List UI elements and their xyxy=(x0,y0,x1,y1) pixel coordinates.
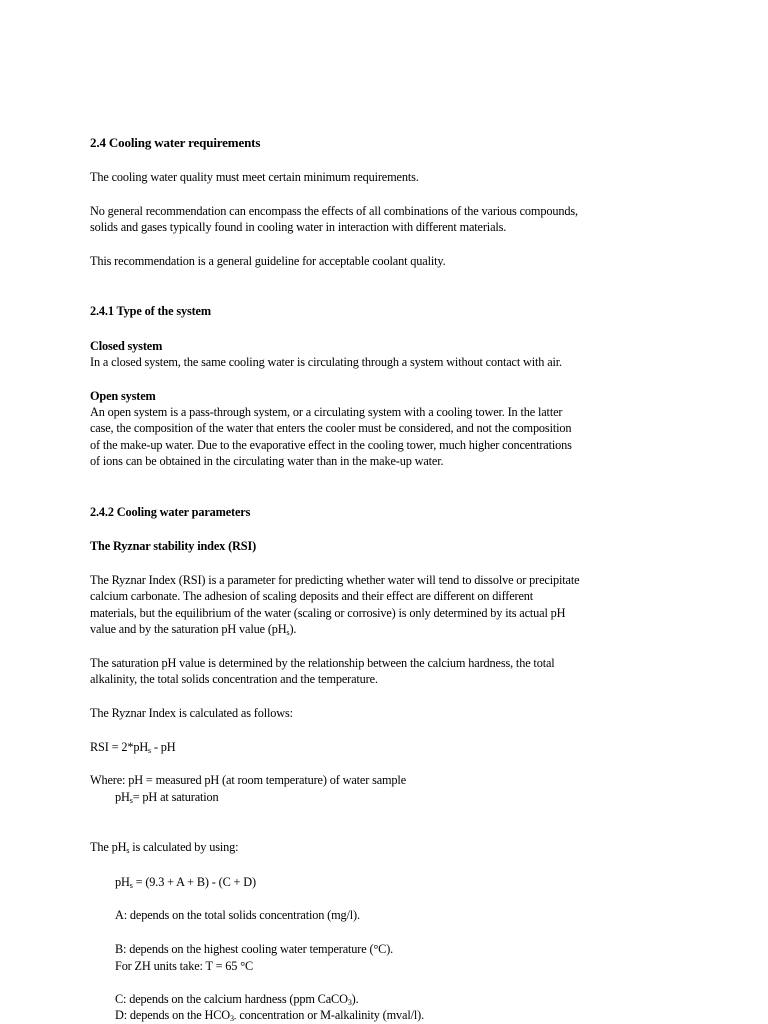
subscript-s: s xyxy=(129,881,133,890)
intro-paragraph-2-line-1: No general recommendation can encompass the effects of all combinations of the various compounds, xyxy=(90,204,578,218)
subscript-s: s xyxy=(129,796,133,805)
rsi-p1-text-b: ). xyxy=(289,622,297,636)
rsi-paragraph-1-line-4 xyxy=(90,621,296,637)
open-system-title: Open system xyxy=(90,389,156,403)
subscript-s: s xyxy=(126,846,130,855)
item-d-b: concentration or M-alkalinity (mval/l). xyxy=(236,1008,425,1022)
phs-formula-b: = (9.3 + A + B) - (C + D) xyxy=(132,875,256,889)
intro-paragraph-2-line-2: solids and gases typically found in cooling water in interaction with different materials. xyxy=(90,220,507,234)
item-a: A: depends on the total solids concentration (mg/l). xyxy=(115,908,360,922)
closed-system-text: In a closed system, the same cooling water is circulating through a system without contact with air. xyxy=(90,355,562,369)
phs-calculation-intro xyxy=(90,839,238,855)
subscript-3-minus: 3- xyxy=(230,1014,237,1023)
item-b-line-1: B: depends on the highest cooling water temperature (°C). xyxy=(115,942,394,956)
rsi-p1-text-a: value and by the saturation pH value (pH xyxy=(90,622,287,636)
phs-formula xyxy=(115,874,256,890)
item-d-a: D: depends on the HCO xyxy=(115,1008,231,1022)
item-c-b: ). xyxy=(351,992,359,1006)
where-line-2-a: pH xyxy=(115,790,130,804)
where-line-1: Where: pH = measured pH (at room temperature) of water sample xyxy=(90,773,407,787)
item-b-line-2: For ZH units take: T = 65 °C xyxy=(115,959,254,973)
rsi-paragraph-1-line-2: calcium carbonate. The adhesion of scaling deposits and their effect are different on different xyxy=(90,589,534,603)
parameters-heading: 2.4.2 Cooling water parameters xyxy=(90,505,251,519)
rsi-paragraph-2-line-1: The saturation pH value is determined by the relationship between the calcium hardness, the total xyxy=(90,656,555,670)
intro-paragraph-3: This recommendation is a general guideline for acceptable coolant quality. xyxy=(90,254,446,268)
open-system-line-2: case, the composition of the water that enters the cooler must be considered, and not the composition xyxy=(90,421,572,435)
subscript-3: 3 xyxy=(347,998,352,1007)
rsi-paragraph-2-line-2: alkalinity, the total solids concentration and the temperature. xyxy=(90,672,378,686)
phs-calc-a: The pH xyxy=(90,840,127,854)
open-system-line-1: An open system is a pass-through system, or a circulating system with a cooling tower. In the latter xyxy=(90,405,563,419)
intro-paragraph-1: The cooling water quality must meet certain minimum requirements. xyxy=(90,170,419,184)
rsi-formula xyxy=(90,739,176,755)
where-line-2 xyxy=(115,789,219,805)
rsi-formula-a: RSI = 2*pH xyxy=(90,740,149,754)
where-line-2-b: = pH at saturation xyxy=(132,790,219,804)
phs-formula-a: pH xyxy=(115,875,130,889)
closed-system-title: Closed system xyxy=(90,339,163,353)
rsi-heading: The Ryznar stability index (RSI) xyxy=(90,539,257,553)
open-system-line-3: of the make-up water. Due to the evaporative effect in the cooling tower, much higher concentrations xyxy=(90,438,572,452)
rsi-formula-b: - pH xyxy=(151,740,176,754)
item-c-a: C: depends on the calcium hardness (ppm CaCO xyxy=(115,992,348,1006)
phs-calc-b: is calculated by using: xyxy=(129,840,239,854)
item-c xyxy=(115,991,359,1007)
rsi-paragraph-1-line-3: materials, but the equilibrium of the water (scaling or corrosive) is only determined by its actual pH xyxy=(90,606,566,620)
system-type-heading: 2.4.1 Type of the system xyxy=(90,304,211,318)
subscript-s: s xyxy=(148,746,152,755)
open-system-line-4: of ions can be obtained in the circulating water than in the make-up water. xyxy=(90,454,444,468)
rsi-calculation-intro: The Ryznar Index is calculated as follows: xyxy=(90,706,293,720)
section-heading: 2.4 Cooling water requirements xyxy=(90,135,261,150)
subscript-s: s xyxy=(286,628,290,637)
rsi-paragraph-1-line-1: The Ryznar Index (RSI) is a parameter for predicting whether water will tend to dissolve or precipitate xyxy=(90,573,580,587)
item-d xyxy=(115,1007,424,1023)
